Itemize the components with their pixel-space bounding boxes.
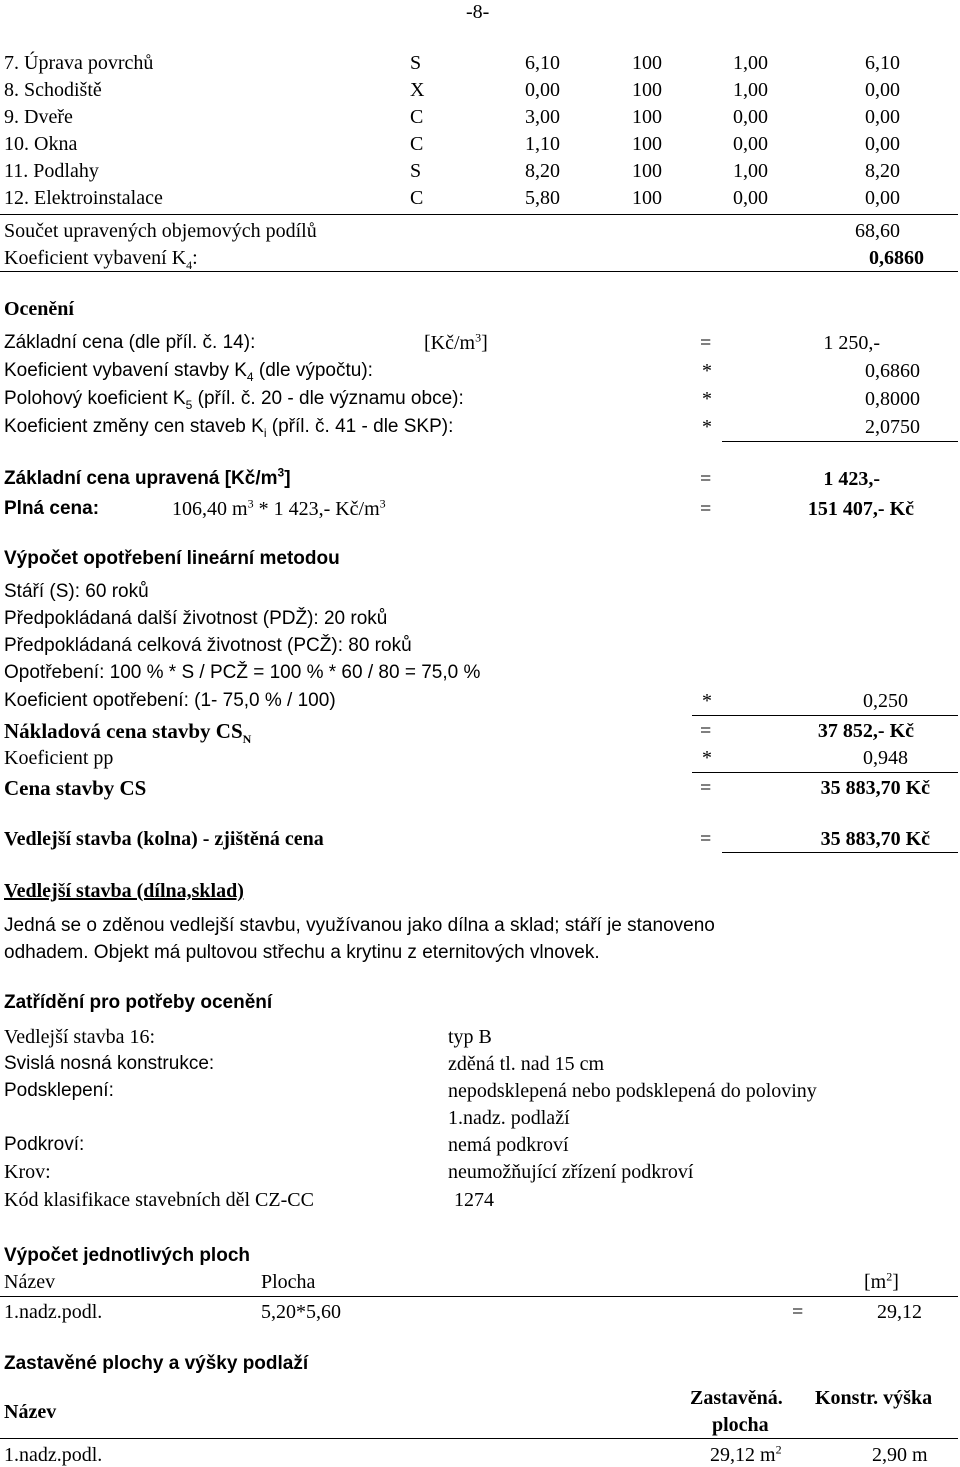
cost-price-value: 37 852,- Kč	[817, 720, 914, 742]
ki-coefficient-label: Koeficient změny cen staveb $K_i$ (příl. č. 41 - dle SKP):	[4, 416, 454, 440]
column-header-built-area: plocha	[712, 1414, 769, 1436]
section-title: Vedlejší stavba (dílna,sklad)	[4, 880, 244, 902]
row-name: 11. Podlahy	[4, 160, 99, 182]
description-line: Jedná se o zděnou vedlejší stavbu, využívanou jako dílna a sklad; stáří je stanoveno	[4, 915, 715, 936]
row-value-4: 0,00	[865, 79, 900, 101]
k5-coefficient-value: 0,8000	[865, 388, 920, 410]
operator: =	[700, 777, 712, 799]
k5-coefficient-label: Polohový koeficient $K_5$ (příl. č. 20 - dle významu obce):	[4, 388, 464, 412]
k4-coefficient-label: Koeficient vybavení stavby $K_4$ (dle výpočtu):	[4, 360, 373, 384]
adjusted-price-value: 1 423,-	[823, 468, 880, 490]
column-header-unit: $[m^2]$	[864, 1269, 899, 1293]
column-header-name: Název	[4, 1271, 56, 1293]
sum-value: 68,60	[855, 220, 900, 242]
operator: *	[702, 360, 712, 382]
area-row-expression: 5,20*5,60	[261, 1301, 341, 1323]
description-line: odhadem. Objekt má pultovou střechu a krytinu z eternitových vlnovek.	[4, 942, 600, 963]
divider	[0, 1296, 958, 1297]
operator: *	[702, 388, 712, 410]
classification-value: 1.nadz. podlaží	[448, 1107, 570, 1129]
row-code: S	[410, 52, 422, 74]
wear-coefficient-label: Koeficient opotřebení: (1- 75,0 % / 100)	[4, 690, 336, 711]
row-value-3: 0,00	[733, 133, 768, 155]
operator: *	[702, 690, 712, 712]
cost-price-label: Nákladová cena stavby $CS_N$	[4, 719, 252, 747]
row-value-2: 100	[632, 52, 662, 74]
section-title: Ocenění	[4, 298, 74, 320]
operator: *	[702, 416, 712, 438]
operator: *	[702, 747, 712, 769]
classification-label: Krov:	[4, 1161, 51, 1183]
row-value-4: 0,00	[865, 106, 900, 128]
sum-label: Součet upravených objemových podílů	[4, 220, 317, 242]
row-value-1: 6,10	[525, 52, 560, 74]
classification-label: Podkroví:	[4, 1134, 85, 1155]
row-name: 7. Úprava povrchů	[4, 52, 154, 74]
adjusted-price-label: Základní cena upravená $[Kč/m^3]$	[4, 465, 291, 489]
row-value-4: 0,00	[865, 133, 900, 155]
row-value-1: 5,80	[525, 187, 560, 209]
classification-value: nemá podkroví	[448, 1134, 569, 1156]
base-price-label: Základní cena (dle příl. č. 14):	[4, 332, 256, 353]
classification-label: Vedlejší stavba 16:	[4, 1026, 156, 1048]
classification-value: neumožňující zřízení podkroví	[448, 1161, 694, 1183]
row-value-4: 8,20	[865, 160, 900, 182]
age-line: Stáří (S): 60 roků	[4, 581, 149, 602]
k4-label: Koeficient vybavení $K_4$:	[4, 247, 198, 272]
classification-label: Podsklepení:	[4, 1080, 114, 1101]
row-name: 12. Elektroinstalace	[4, 187, 163, 209]
row-value-1: 0,00	[525, 79, 560, 101]
divider	[0, 271, 958, 272]
row-value-3: 1,00	[733, 79, 768, 101]
full-price-label: Plná cena:	[4, 498, 100, 519]
row-code: C	[410, 133, 424, 155]
row-value-3: 0,00	[733, 187, 768, 209]
area-row-value: 29,12	[877, 1301, 922, 1323]
section-title: Výpočet opotřebení lineární metodou	[4, 548, 340, 569]
underline	[692, 715, 958, 716]
base-price-value: 1 250,-	[823, 332, 880, 354]
wear-calculation-line: Opotřebení: 100 % * S / PCŽ = 100 % * 60 / 80 = 75,0 %	[4, 662, 481, 683]
kolna-price-value: 35 883,70 Kč	[820, 828, 930, 850]
operator: =	[792, 1301, 804, 1323]
k4-value: 0,6860	[869, 247, 924, 269]
operator: =	[700, 332, 712, 354]
column-header-area: Plocha	[261, 1271, 316, 1293]
section-title: Zatřídění pro potřeby ocenění	[4, 992, 273, 1013]
row-code: X	[410, 79, 425, 101]
row-value-1: 8,20	[525, 160, 560, 182]
operator: =	[700, 828, 712, 850]
row-code: S	[410, 160, 422, 182]
row-name: 10. Okna	[4, 133, 78, 155]
row-code: C	[410, 106, 424, 128]
column-header-built-area: Zastavěná.	[690, 1387, 783, 1409]
underline	[722, 852, 958, 853]
row-name: 8. Schodiště	[4, 79, 102, 101]
row-value-2: 100	[632, 187, 662, 209]
floor-row-name: 1.nadz.podl.	[4, 1444, 103, 1466]
full-price-value: 151 407,- Kč	[807, 498, 914, 520]
classification-label: Svislá nosná konstrukce:	[4, 1053, 215, 1074]
classification-label: Kód klasifikace stavebních děl CZ-CC	[4, 1189, 314, 1211]
row-code: C	[410, 187, 424, 209]
classification-value: zděná tl. nad 15 cm	[448, 1053, 605, 1075]
row-value-2: 100	[632, 106, 662, 128]
column-header-name: Název	[4, 1401, 57, 1423]
classification-value: 1274	[454, 1189, 494, 1211]
operator: =	[700, 468, 712, 490]
column-header-height: Konstr. výška	[815, 1387, 933, 1409]
page-number: -8-	[466, 1, 490, 23]
underline	[692, 772, 958, 773]
total-life-line: Předpokládaná celková životnost (PCŽ): 80 roků	[4, 635, 412, 656]
section-title: Zastavěné plochy a výšky podlaží	[4, 1353, 309, 1374]
floor-row-area: 29,12 $m^2$	[710, 1442, 782, 1466]
row-name: 9. Dveře	[4, 106, 73, 128]
area-row-name: 1.nadz.podl.	[4, 1301, 103, 1323]
row-value-1: 3,00	[525, 106, 560, 128]
pp-coefficient-value: 0,948	[863, 747, 908, 769]
kolna-price-label: Vedlejší stavba (kolna) - zjištěná cena	[4, 828, 324, 850]
classification-value: typ B	[448, 1026, 492, 1048]
classification-value: nepodsklepená nebo podsklepená do poloviny	[448, 1080, 817, 1102]
row-value-2: 100	[632, 79, 662, 101]
building-price-label: Cena stavby CS	[4, 776, 147, 800]
full-price-expression: 106,40 $m^3 * 1$ 423,- $Kč/m^3$	[172, 496, 386, 520]
floor-row-height: 2,90 m	[872, 1444, 928, 1466]
pp-coefficient-label: Koeficient pp	[4, 747, 114, 769]
underline	[722, 441, 958, 442]
k4-coefficient-value: 0,6860	[865, 360, 920, 382]
base-price-unit: $[Kč/m^3]$	[424, 330, 488, 354]
remaining-life-line: Předpokládaná další životnost (PDŽ): 20 roků	[4, 608, 388, 629]
ki-coefficient-value: 2,0750	[865, 416, 920, 438]
row-value-3: 1,00	[733, 52, 768, 74]
operator: =	[700, 720, 712, 742]
row-value-4: 6,10	[865, 52, 900, 74]
row-value-3: 1,00	[733, 160, 768, 182]
wear-coefficient-value: 0,250	[863, 690, 908, 712]
building-price-value: 35 883,70 Kč	[820, 777, 930, 799]
row-value-1: 1,10	[525, 133, 560, 155]
row-value-2: 100	[632, 160, 662, 182]
row-value-3: 0,00	[733, 106, 768, 128]
row-value-4: 0,00	[865, 187, 900, 209]
operator: =	[700, 498, 712, 520]
divider	[0, 1438, 958, 1439]
row-value-2: 100	[632, 133, 662, 155]
divider	[0, 214, 958, 215]
section-title: Výpočet jednotlivých ploch	[4, 1245, 250, 1266]
